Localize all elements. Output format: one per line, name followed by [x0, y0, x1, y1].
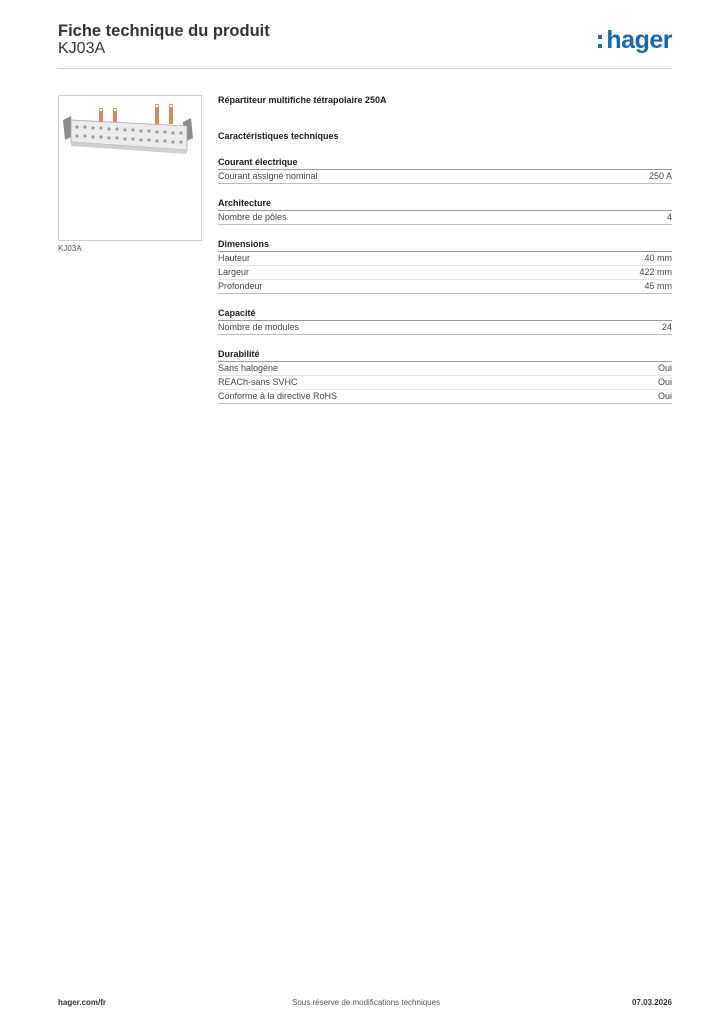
spec-label: REACh-sans SVHC [218, 377, 298, 387]
spec-row [218, 280, 672, 294]
section-title: Caractéristiques techniques [218, 131, 339, 141]
spec-row [218, 266, 672, 280]
spec-group-capacity [218, 308, 672, 335]
footer-disclaimer: Sous réserve de modifications techniques [292, 998, 441, 1007]
busbar-distributor-icon [59, 96, 201, 240]
spec-value: 250 A [648, 171, 672, 181]
spec-value: Oui [657, 391, 672, 401]
spec-label: Nombre de pôles [218, 212, 287, 222]
footer-website-link[interactable]: hager.com/fr [58, 998, 107, 1007]
spec-row [218, 376, 672, 390]
spec-label: Profondeur [218, 281, 263, 291]
group-title: Dimensions [218, 239, 672, 252]
spec-group-durability [218, 349, 672, 404]
document-title: Fiche technique du produit [58, 22, 270, 40]
product-name: Répartiteur multifiche tétrapolaire 250A [218, 95, 387, 105]
spec-row [218, 211, 672, 225]
spec-label: Conforme à la directive RoHS [218, 391, 338, 401]
spec-row [218, 170, 672, 184]
spec-group-dimensions [218, 239, 672, 294]
spec-content [218, 95, 672, 418]
spec-value: 40 mm [644, 253, 672, 263]
product-image [58, 95, 202, 241]
hager-logo [598, 26, 672, 54]
group-title: Courant électrique [218, 157, 672, 170]
spec-value: 45 mm [644, 281, 672, 291]
group-title: Architecture [218, 198, 672, 211]
group-title: Durabilité [218, 349, 672, 362]
spec-value: 4 [666, 212, 672, 222]
spec-row [218, 390, 672, 404]
image-caption: KJ03A [58, 244, 82, 253]
spec-value: Oui [657, 377, 672, 387]
logo-text: hager [606, 26, 672, 54]
spec-value: Oui [657, 363, 672, 373]
footer-date: 07.03.2026 [631, 998, 672, 1007]
spec-value: 422 mm [639, 267, 672, 277]
spec-label: Nombre de modules [218, 322, 300, 332]
spec-group-electrical [218, 157, 672, 184]
spec-row [218, 321, 672, 335]
header-divider [58, 68, 672, 69]
logo-colon-icon [598, 26, 603, 54]
spec-row [218, 252, 672, 266]
group-title: Capacité [218, 308, 672, 321]
spec-value: 24 [661, 322, 672, 332]
spec-label: Largeur [218, 267, 250, 277]
spec-label: Sans halogène [218, 363, 279, 373]
product-reference: KJ03A [58, 40, 106, 57]
page-header [58, 20, 672, 68]
spec-row [218, 362, 672, 376]
spec-label: Hauteur [218, 253, 251, 263]
spec-group-architecture [218, 198, 672, 225]
spec-label: Courant assigné nominal [218, 171, 318, 181]
